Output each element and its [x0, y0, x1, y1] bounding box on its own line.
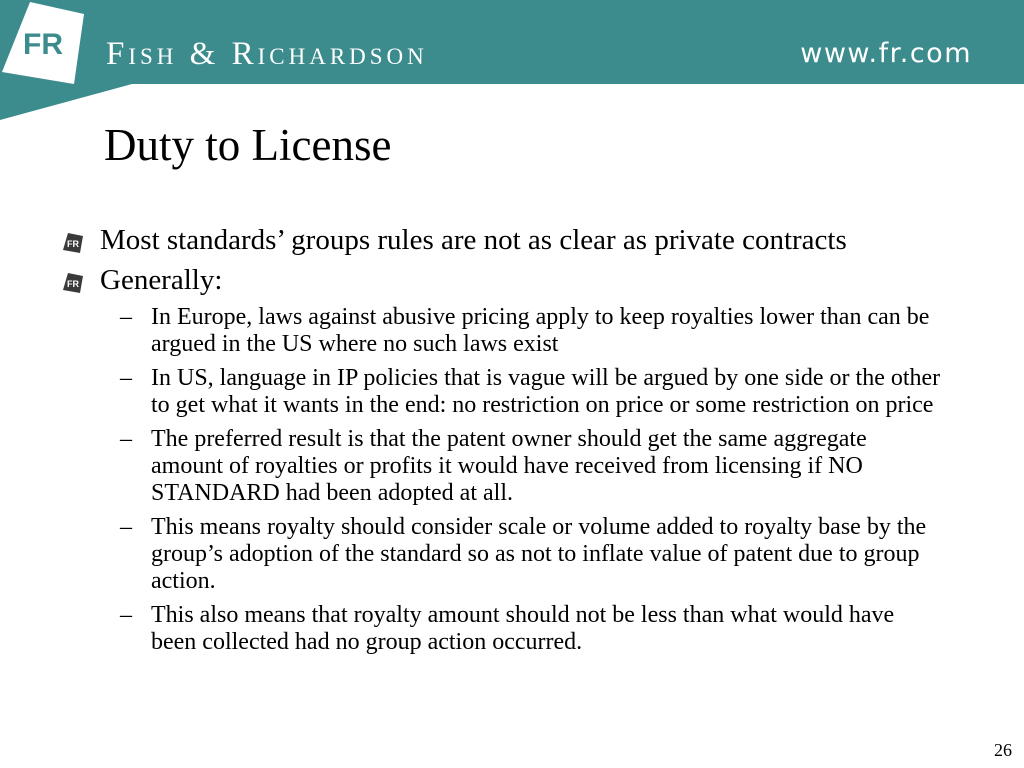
dash-marker: –	[120, 365, 132, 391]
sub-bullet-text: In US, language in IP policies that is vague will be argued by one side or the other to get what it wants in the end: no restriction on price or some restriction on price	[151, 365, 941, 418]
dash-marker: –	[120, 426, 132, 452]
page-number: 26	[994, 740, 1012, 760]
fr-bullet-icon	[62, 232, 84, 254]
header-banner	[0, 0, 1024, 120]
bullet-text: Most standards’ groups rules are not as clear as private contracts	[100, 224, 847, 256]
firm-name: Fish & Richardson	[106, 36, 428, 72]
website-url[interactable]: www.fr.com	[800, 38, 972, 69]
slide-title: Duty to License	[104, 120, 392, 170]
fr-bullet-icon	[62, 272, 84, 294]
slide-content	[0, 224, 1024, 663]
sub-bullet-text: In Europe, laws against abusive pricing apply to keep royalties lower than can be argued in the US where no such laws exist	[151, 304, 930, 357]
sub-bullet-item	[0, 304, 941, 358]
svg-text:FR: FR	[67, 279, 79, 289]
sub-bullet-text: This means royalty should consider scale or volume added to royalty base by the group’s adoption of the standard so as not to inflate value of patent due to group action.	[151, 514, 927, 594]
sub-bullet-item	[0, 365, 941, 419]
dash-marker: –	[120, 304, 132, 330]
bullet-text: Generally:	[100, 264, 223, 296]
bullet-item	[0, 264, 860, 296]
fr-logo-icon	[0, 0, 86, 86]
sub-bullet-item	[0, 602, 941, 656]
bullet-item	[0, 224, 860, 256]
logo-text: FR	[23, 28, 63, 61]
sub-bullet-text: This also means that royalty amount should not be less than what would have been collected had no group action occurred.	[151, 602, 895, 655]
svg-text:FR: FR	[67, 239, 79, 249]
dash-marker: –	[120, 602, 132, 628]
dash-marker: –	[120, 514, 132, 540]
sub-bullet-item	[0, 426, 941, 507]
sub-bullet-item	[0, 514, 941, 595]
sub-bullet-text: The preferred result is that the patent owner should get the same aggregate amount of royalties or profits it would have received from licensing if NO STANDARD had been adopted at all.	[151, 426, 867, 506]
